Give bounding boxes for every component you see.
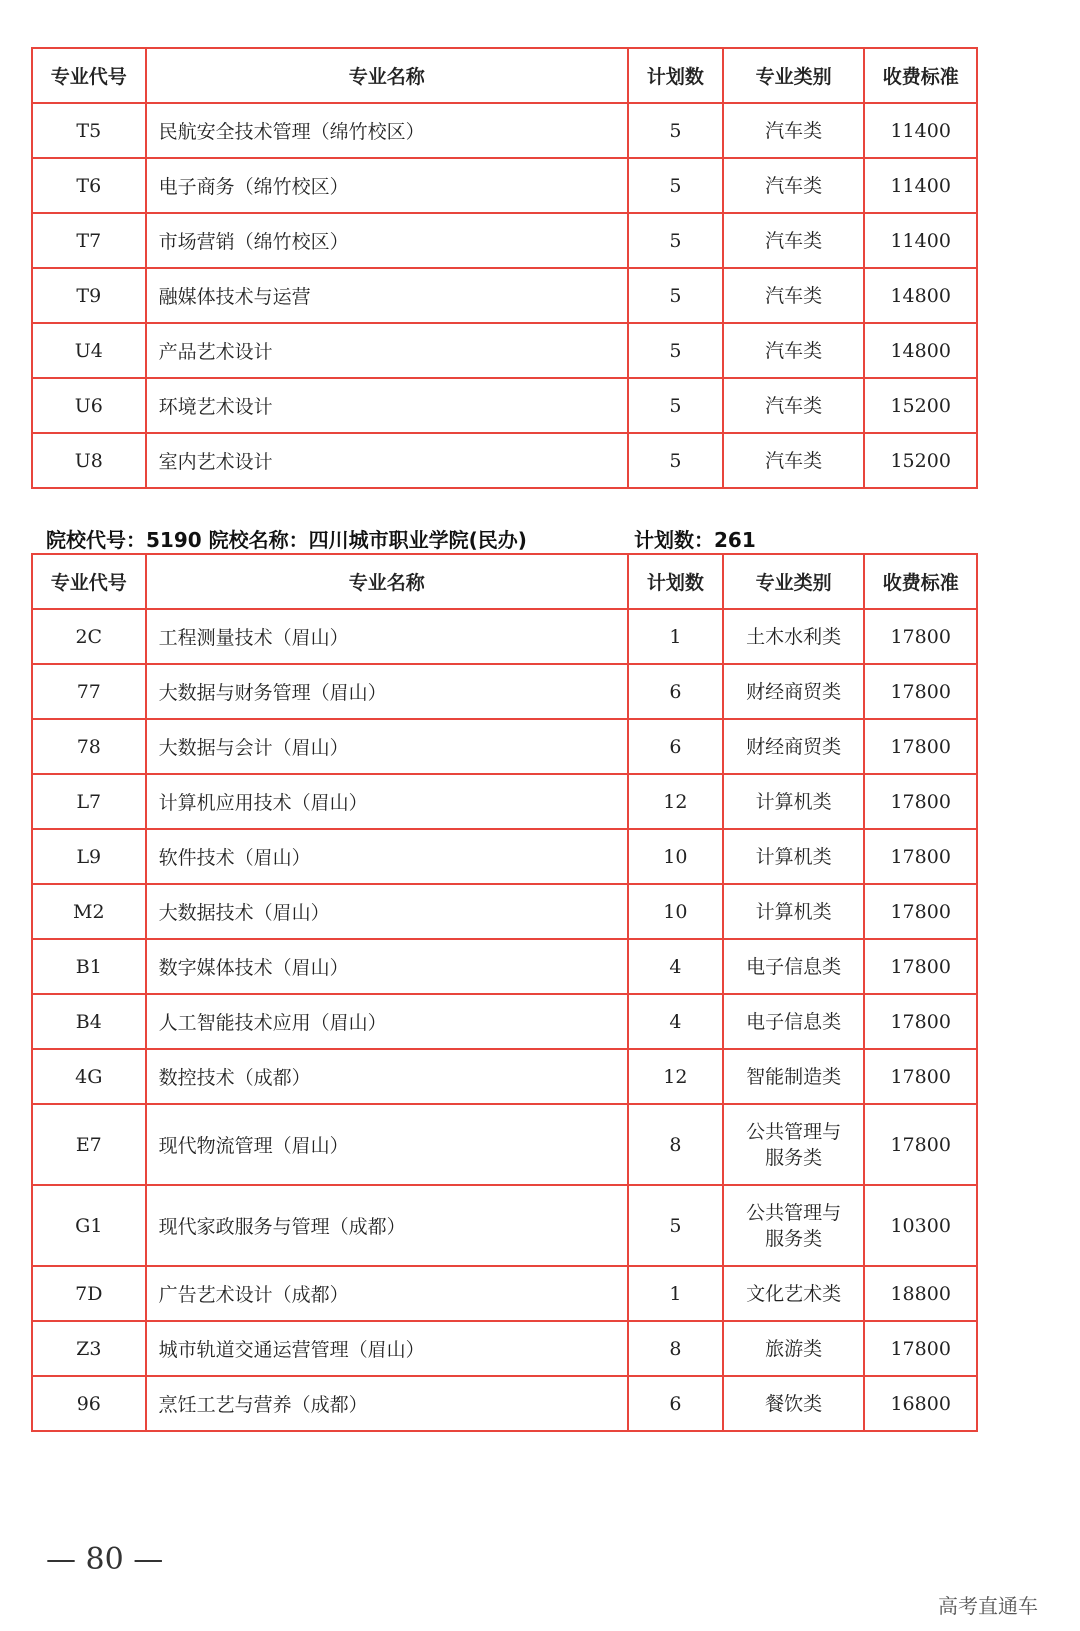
major-category (723, 774, 864, 829)
tuition-fee: 17800 (864, 664, 977, 719)
table-row (32, 1185, 977, 1266)
tuition-fee: 11400 (864, 213, 977, 268)
major-category: 汽车类 (723, 378, 864, 433)
tuition-fee: 17800 (864, 1104, 977, 1185)
major-code: U6 (32, 378, 146, 433)
major-category (723, 719, 864, 774)
table-row (32, 1376, 977, 1431)
table-header-row (32, 554, 977, 609)
table-row (32, 829, 977, 884)
category-line-1: 电子信息类 (746, 1010, 842, 1033)
category-line-1: 财经商贸类 (746, 735, 842, 758)
plan-count: 5 (628, 213, 723, 268)
major-name: 现代物流管理（眉山） (146, 1104, 628, 1185)
major-code: U4 (32, 323, 146, 378)
table-row (32, 378, 977, 433)
major-code: 2C (32, 609, 146, 664)
table-row (32, 719, 977, 774)
major-code: B4 (32, 994, 146, 1049)
tuition-fee: 17800 (864, 609, 977, 664)
major-code: M2 (32, 884, 146, 939)
major-code: T9 (32, 268, 146, 323)
plan-count: 12 (628, 1049, 723, 1104)
major-category (723, 994, 864, 1049)
tuition-fee: 14800 (864, 268, 977, 323)
major-code: Z3 (32, 1321, 146, 1376)
table-row (32, 158, 977, 213)
major-code: E7 (32, 1104, 146, 1185)
major-category (723, 609, 864, 664)
major-name: 大数据与会计（眉山） (146, 719, 628, 774)
major-category (723, 829, 864, 884)
major-name: 广告艺术设计（成都） (146, 1266, 628, 1321)
major-name: 市场营销（绵竹校区） (146, 213, 628, 268)
category-line-1: 公共管理与 (746, 1201, 842, 1224)
tuition-fee: 16800 (864, 1376, 977, 1431)
plan-count: 6 (628, 664, 723, 719)
table-row (32, 1266, 977, 1321)
page-number: — 80 — (46, 1542, 164, 1577)
table-row (32, 884, 977, 939)
major-name: 大数据技术（眉山） (146, 884, 628, 939)
table-row (32, 664, 977, 719)
tuition-fee: 15200 (864, 378, 977, 433)
tuition-fee: 17800 (864, 774, 977, 829)
major-name: 软件技术（眉山） (146, 829, 628, 884)
table-row (32, 994, 977, 1049)
plan-count: 5 (628, 1185, 723, 1266)
plan-count: 12 (628, 774, 723, 829)
major-name: 计算机应用技术（眉山） (146, 774, 628, 829)
school-info-header (46, 524, 756, 554)
table-row (32, 774, 977, 829)
plan-count: 10 (628, 829, 723, 884)
category-line-1: 智能制造类 (746, 1065, 842, 1088)
major-code: 96 (32, 1376, 146, 1431)
tuition-fee: 10300 (864, 1185, 977, 1266)
tuition-fee: 18800 (864, 1266, 977, 1321)
major-category (723, 884, 864, 939)
plan-count: 4 (628, 994, 723, 1049)
category-line-1: 电子信息类 (746, 955, 842, 978)
header-plan: 计划数 (628, 48, 723, 103)
major-name: 数字媒体技术（眉山） (146, 939, 628, 994)
tuition-fee: 15200 (864, 433, 977, 488)
table-row (32, 1104, 977, 1185)
header-fee: 收费标准 (864, 48, 977, 103)
major-category (723, 1185, 864, 1266)
major-category (723, 1104, 864, 1185)
major-category: 汽车类 (723, 323, 864, 378)
category-line-1: 旅游类 (765, 1337, 823, 1360)
table-row (32, 323, 977, 378)
header-name: 专业名称 (146, 48, 628, 103)
major-name: 环境艺术设计 (146, 378, 628, 433)
major-name: 城市轨道交通运营管理（眉山） (146, 1321, 628, 1376)
category-line-1: 餐饮类 (765, 1392, 823, 1415)
plan-count: 8 (628, 1104, 723, 1185)
header-fee: 收费标准 (864, 554, 977, 609)
major-name: 民航安全技术管理（绵竹校区） (146, 103, 628, 158)
tuition-fee: 11400 (864, 103, 977, 158)
table-row (32, 1321, 977, 1376)
school-plan-total: 计划数：261 (634, 528, 756, 552)
watermark-text: 高考直通车 (938, 1594, 1038, 1618)
major-category: 汽车类 (723, 158, 864, 213)
major-category (723, 664, 864, 719)
major-category (723, 1049, 864, 1104)
major-category (723, 939, 864, 994)
major-code: 78 (32, 719, 146, 774)
table-header-row (32, 48, 977, 103)
major-name: 现代家政服务与管理（成都） (146, 1185, 628, 1266)
category-line-1: 土木水利类 (746, 625, 842, 648)
table-row (32, 433, 977, 488)
school-label: 院校代号：5190 院校名称：四川城市职业学院(民办) (46, 528, 527, 552)
major-code: B1 (32, 939, 146, 994)
major-category: 汽车类 (723, 433, 864, 488)
tuition-fee: 14800 (864, 323, 977, 378)
plan-count: 4 (628, 939, 723, 994)
category-line-2: 服务类 (765, 1227, 823, 1250)
major-code: T7 (32, 213, 146, 268)
tuition-fee: 17800 (864, 719, 977, 774)
tuition-fee: 17800 (864, 884, 977, 939)
plan-count: 5 (628, 158, 723, 213)
major-plan-table-2 (31, 553, 978, 1432)
major-code: 4G (32, 1049, 146, 1104)
plan-count: 6 (628, 1376, 723, 1431)
header-name: 专业名称 (146, 554, 628, 609)
major-name: 产品艺术设计 (146, 323, 628, 378)
major-category: 汽车类 (723, 103, 864, 158)
category-line-1: 计算机类 (755, 900, 832, 923)
plan-count: 10 (628, 884, 723, 939)
plan-count: 5 (628, 433, 723, 488)
plan-count: 5 (628, 378, 723, 433)
major-category: 汽车类 (723, 268, 864, 323)
category-line-2: 服务类 (765, 1146, 823, 1169)
major-plan-table-1 (31, 47, 978, 489)
category-line-1: 计算机类 (755, 790, 832, 813)
category-line-1: 财经商贸类 (746, 680, 842, 703)
table-row (32, 103, 977, 158)
plan-count: 8 (628, 1321, 723, 1376)
major-category (723, 1266, 864, 1321)
tuition-fee: 11400 (864, 158, 977, 213)
major-code: L9 (32, 829, 146, 884)
major-name: 数控技术（成都） (146, 1049, 628, 1104)
major-code: T5 (32, 103, 146, 158)
plan-count: 6 (628, 719, 723, 774)
major-name: 电子商务（绵竹校区） (146, 158, 628, 213)
major-code: 77 (32, 664, 146, 719)
major-category (723, 1321, 864, 1376)
tuition-fee: 17800 (864, 939, 977, 994)
plan-count: 5 (628, 103, 723, 158)
tuition-fee: 17800 (864, 1049, 977, 1104)
category-line-1: 文化艺术类 (746, 1282, 842, 1305)
major-name: 人工智能技术应用（眉山） (146, 994, 628, 1049)
major-code: G1 (32, 1185, 146, 1266)
plan-count: 5 (628, 268, 723, 323)
header-plan: 计划数 (628, 554, 723, 609)
major-name: 大数据与财务管理（眉山） (146, 664, 628, 719)
table-row (32, 939, 977, 994)
header-category: 专业类别 (723, 48, 864, 103)
category-line-1: 计算机类 (755, 845, 832, 868)
tuition-fee: 17800 (864, 994, 977, 1049)
major-category: 汽车类 (723, 213, 864, 268)
header-code: 专业代号 (32, 554, 146, 609)
major-code: U8 (32, 433, 146, 488)
table-row (32, 609, 977, 664)
header-code: 专业代号 (32, 48, 146, 103)
tuition-fee: 17800 (864, 1321, 977, 1376)
category-line-1: 公共管理与 (746, 1120, 842, 1143)
plan-count: 1 (628, 1266, 723, 1321)
major-name: 烹饪工艺与营养（成都） (146, 1376, 628, 1431)
table-row (32, 213, 977, 268)
plan-count: 1 (628, 609, 723, 664)
tuition-fee: 17800 (864, 829, 977, 884)
major-code: L7 (32, 774, 146, 829)
header-category: 专业类别 (723, 554, 864, 609)
major-code: 7D (32, 1266, 146, 1321)
major-name: 室内艺术设计 (146, 433, 628, 488)
table-row (32, 1049, 977, 1104)
plan-count: 5 (628, 323, 723, 378)
major-name: 工程测量技术（眉山） (146, 609, 628, 664)
major-category (723, 1376, 864, 1431)
major-name: 融媒体技术与运营 (146, 268, 628, 323)
table-row (32, 268, 977, 323)
major-code: T6 (32, 158, 146, 213)
